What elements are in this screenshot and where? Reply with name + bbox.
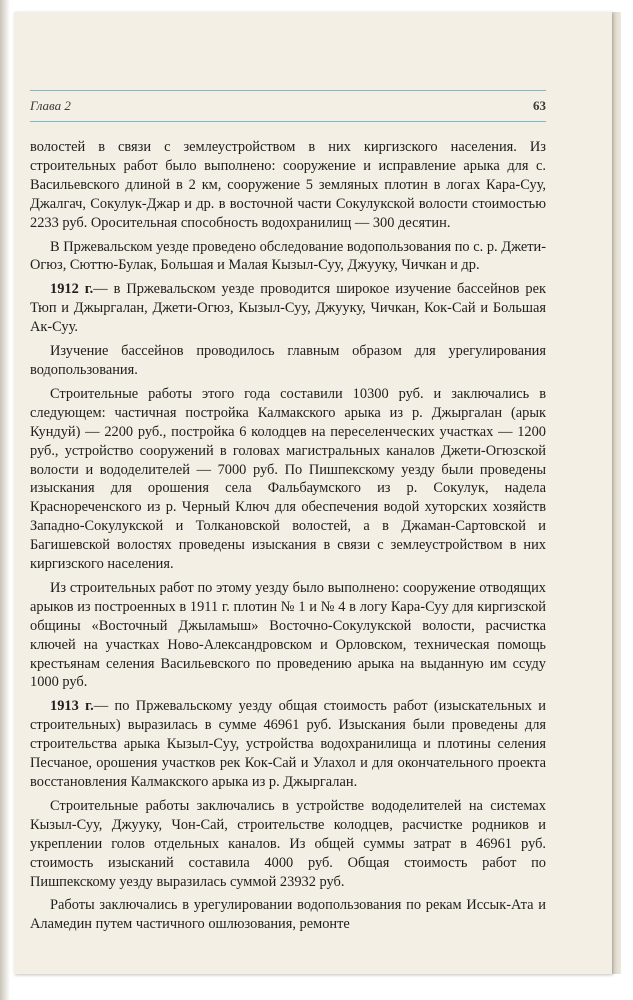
paragraph [30, 238, 546, 276]
page-edge [612, 12, 621, 974]
year-heading: 1912 г. [50, 281, 94, 298]
header-top-rule [30, 90, 546, 91]
year-heading: 1913 г. [50, 698, 94, 715]
paragraph-text: Работы заключались в урегулировании водопользования по рекам Иссык-Ата и Аламедин путем частичного ошлюзования, ремонте [30, 897, 546, 933]
paragraph [30, 797, 546, 892]
paragraph [30, 385, 546, 574]
paragraph-text: В Пржевальском уезде проведено обследование водопользования по с. р. Джети-Огюз, Сюттю-Булак, Большая и Малая Кызыл-Суу, Джууку, Чичкан и др. [30, 238, 546, 274]
header-bottom-rule [30, 121, 546, 122]
paragraph [30, 342, 546, 380]
paragraph-text: Строительные работы этого года составили 10300 руб. и заключались в следующем: частичная постройка Калмакского арыка из р. Джыргалан (арык Кундуй) — 2200 руб., постройка 6 колодцев на переселенческих участках — 1200 руб., устройство сооружений в головах магистральных каналов Джети-Огюзской волости и вододелителей — 7000 руб. По Пишпекскому уезду были проведены изыскания для орошения села Фальбаумского из р. Сокулук, надела Краснореченского из р. Черный Ключ для обеспечения водой хуторских хозяйств Западно-Сокулукской и Толкановской волостей, а в Джаман-Сартовской и Багишевской волостях проведены изыскания в связи с землеустройством в них киргизского населения. [30, 385, 546, 573]
page-number: 63 [533, 98, 546, 113]
running-head [30, 98, 546, 116]
scan-shadow [0, 0, 10, 1000]
paragraph-text: Из строительных работ по этому уезду было выполнено: сооружение отводящих арыков из построенных в 1911 г. плотин № 1 и № 4 в логу Кара-Суу для киргизской общины «Восточный Джыламыш» Восточно-Сокулукской волости, расчистка ключей на участках Ново-Александровском и Орловском, техническая помощь крестьянам селения Васильевского по проведению арыка на выданную им ссуду 1000 руб. [30, 579, 546, 691]
paragraph-text: Изучение бассейнов проводилось главным образом для урегулирования водопользования. [30, 343, 546, 378]
paragraph-text: — по Пржевальскому уезду общая стоимость работ (изыскательных и строительных) выразилась в сумме 46961 руб. Изыскания были проведены для строительства арыка Кызыл-Суу, устройства водохранилища и плотины селения Песчаное, орошения участков рек Кок-Сай и Улахол и для окончательного проекта восстановления Калмакского арыка из р. Джыргалан. [30, 698, 546, 790]
paragraph [30, 896, 546, 934]
paragraph-text: — в Пржевальском уезде проводится широкое изучение бассейнов рек Тюп и Джыргалан, Джети-Огюз, Кызыл-Суу, Джууку, Чичкан, Кок-Сай и Большая Ак-Суу. [30, 281, 546, 336]
paragraph-text: волостей в связи с землеустройством в них киргизского населения. Из строительных работ было выполнено: сооружение и исправление арыка для с. Васильевского длиной в 2 км, сооружение 5 земляных плотин в логах Кара-Суу, Джалгач, Сокулук-Джар и др. в восточной части Сокулукской волости стоимостью 2233 руб. Оросительная способность водохранилищ — 300 десятин. [30, 139, 546, 231]
paragraph [30, 697, 546, 792]
body-text [30, 138, 546, 934]
chapter-title: Глава 2 [30, 98, 71, 113]
paragraph [30, 579, 546, 692]
paragraph-text: Строительные работы заключались в устройстве вододелителей на системах Кызыл-Суу, Джууку, Чон-Сай, строительстве колодцев, расчистке родников и укреплении голов отдельных каналов. Из общей суммы затрат в 46961 руб. стоимость изысканий составила 4000 руб. Общая стоимость работ по Пишпекскому уезду выразилась суммой 23932 руб. [30, 797, 546, 890]
paragraph [30, 280, 546, 337]
paragraph [30, 138, 546, 233]
